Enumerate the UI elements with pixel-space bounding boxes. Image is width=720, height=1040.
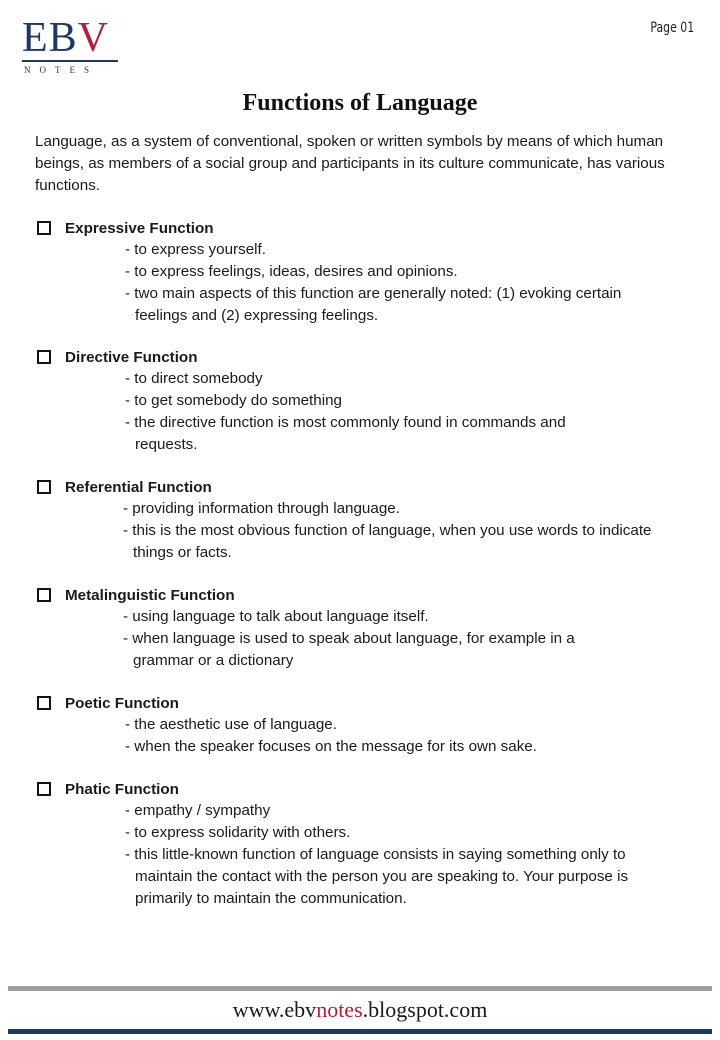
- list-item: - the aesthetic use of language.: [125, 716, 337, 733]
- intro-paragraph: Language, as a system of conventional, spoken or written symbols by means of which human beings, as members of a social group and participants in its culture communicate, has various functions.: [35, 133, 665, 194]
- section-metalinguistic-function: [37, 584, 677, 672]
- section-heading: [37, 584, 677, 606]
- list-item: - this little-known function of language consists in saying something only to maintain the contact with the person you are speaking to. Your purpose is primarily to maintain the communication.: [125, 846, 629, 907]
- list-item: - to express solidarity with others.: [125, 824, 351, 841]
- checkbox-icon: [37, 782, 51, 796]
- section-item-list: [125, 239, 677, 327]
- list-item: - when language is used to speak about language, for example in a grammar or a dictionary: [123, 630, 575, 669]
- section-item-list: [125, 368, 625, 456]
- checkbox-icon: [37, 696, 51, 710]
- logo-subtitle: NOTES: [24, 65, 98, 75]
- section-heading: [37, 778, 687, 800]
- list-item: - this is the most obvious function of language, when you use words to indicate things or facts.: [123, 522, 652, 561]
- section-title: Poetic Function: [65, 694, 179, 712]
- section-item-list: [125, 800, 685, 910]
- section-referential-function: [37, 476, 677, 564]
- page-title: Functions of Language: [242, 90, 478, 116]
- logo-letters: EB: [22, 15, 78, 61]
- footer-divider-gray: [8, 986, 712, 991]
- section-title: Metalinguistic Function: [65, 586, 235, 604]
- section-item-list: [125, 714, 677, 758]
- section-item-list: [123, 606, 623, 672]
- section-heading: [37, 692, 677, 714]
- checkbox-icon: [37, 480, 51, 494]
- list-item: - using language to talk about language itself.: [123, 608, 429, 625]
- footer-website-link[interactable]: [0, 997, 720, 1023]
- checkbox-icon: [37, 350, 51, 364]
- section-phatic-function: [37, 778, 687, 910]
- list-item: - two main aspects of this function are generally noted: (1) evoking certain feelings and (2) expressing feelings.: [125, 285, 622, 324]
- checkbox-icon: [37, 588, 51, 602]
- section-heading: [37, 476, 677, 498]
- section-title: Referential Function: [65, 478, 212, 496]
- url-prefix: www.ebv: [232, 997, 317, 1022]
- section-title: Phatic Function: [65, 780, 179, 798]
- list-item: - to get somebody do something: [125, 392, 342, 409]
- list-item: - to direct somebody: [125, 370, 263, 387]
- footer-divider-navy: [8, 1029, 712, 1034]
- section-title: Directive Function: [65, 348, 198, 366]
- section-heading: [37, 346, 677, 368]
- list-item: - empathy / sympathy: [125, 802, 271, 819]
- url-accent: notes: [316, 997, 363, 1022]
- section-title: Expressive Function: [65, 219, 214, 237]
- checkbox-icon: [37, 221, 51, 235]
- section-directive-function: [37, 346, 677, 456]
- logo-wordmark: [22, 15, 120, 61]
- section-heading: [37, 217, 677, 239]
- logo-accent-letter: V: [77, 15, 110, 61]
- section-poetic-function: [37, 692, 677, 758]
- ebv-notes-logo: [22, 15, 120, 75]
- list-item: - providing information through language.: [123, 500, 400, 517]
- page-number: Page 01: [650, 20, 694, 36]
- list-item: - to express feelings, ideas, desires and opinions.: [125, 263, 458, 280]
- url-suffix: .blogspot.com: [362, 997, 488, 1022]
- list-item: - the directive function is most commonly found in commands and requests.: [125, 414, 566, 453]
- list-item: - to express yourself.: [125, 241, 266, 258]
- section-expressive-function: [37, 217, 677, 327]
- section-item-list: [123, 498, 663, 564]
- list-item: - when the speaker focuses on the message for its own sake.: [125, 738, 537, 755]
